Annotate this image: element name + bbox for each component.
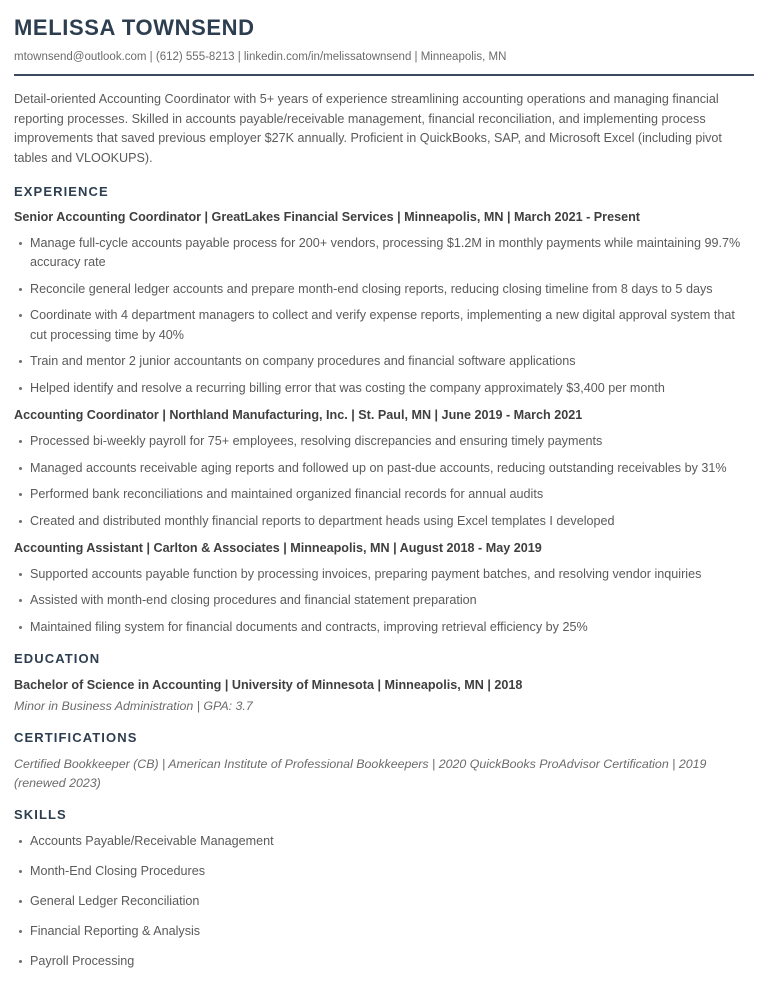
list-item: Manage full-cycle accounts payable process for 200+ vendors, processing $1.2M in monthly payments while maintaining 99.7% accuracy rate: [14, 234, 754, 273]
section-heading-certifications: CERTIFICATIONS: [14, 729, 138, 745]
experience-entry: [14, 407, 754, 531]
list-item: Managed accounts receivable aging reports and followed up on past-due accounts, reducing outstanding receivables by 31%: [14, 459, 754, 479]
list-item: Created and distributed monthly financial reports to department heads using Excel templates I developed: [14, 512, 754, 532]
professional-summary: Detail-oriented Accounting Coordinator with 5+ years of experience streamlining accounting operations and managing financial reporting processes. Skilled in accounts payable/receivable management, financial reconciliation, and implementing process improvements that saved previous employer $27K annually. Proficient in QuickBooks, SAP, and Microsoft Excel (including pivot tables and VLOOKUPS).: [14, 92, 722, 165]
education-entry: [14, 676, 754, 715]
job-bullet-list: [14, 565, 754, 638]
list-item: Financial Reporting & Analysis: [14, 922, 754, 941]
list-item: Processed bi-weekly payroll for 75+ employees, resolving discrepancies and ensuring timely payments: [14, 432, 754, 452]
job-title-line: Accounting Coordinator | Northland Manufacturing, Inc. | St. Paul, MN | June 2019 - March 2021: [14, 408, 583, 423]
list-item: Helped identify and resolve a recurring billing error that was costing the company approximately $3,400 per month: [14, 379, 754, 399]
list-item: Reconcile general ledger accounts and prepare month-end closing reports, reducing closing timeline from 8 days to 5 days: [14, 280, 754, 300]
certifications-text: Certified Bookkeeper (CB) | American Institute of Professional Bookkeepers | 2020 QuickBooks ProAdvisor Certification | 2019 (renewed 2023): [14, 756, 707, 790]
list-item: Supported accounts payable function by processing invoices, preparing payment batches, and resolving vendor inquiries: [14, 565, 754, 585]
section-heading-education: EDUCATION: [14, 651, 101, 667]
experience-entry: [14, 209, 754, 398]
section-heading-skills: SKILLS: [14, 806, 67, 822]
list-item: Assisted with month-end closing procedures and financial statement preparation: [14, 591, 754, 611]
list-item: Train and mentor 2 junior accountants on company procedures and financial software applications: [14, 352, 754, 372]
education-detail-line: Minor in Business Administration | GPA: 3.7: [14, 698, 253, 713]
list-item: General Ledger Reconciliation: [14, 892, 754, 911]
job-bullet-list: [14, 432, 754, 531]
contact-line: mtownsend@outlook.com | (612) 555-8213 | linkedin.com/in/melissatownsend | Minneapolis, MN: [14, 51, 507, 64]
list-item: Payroll Processing: [14, 952, 754, 971]
job-title-line: Accounting Assistant | Carlton & Associates | Minneapolis, MN | August 2018 - May 2019: [14, 541, 542, 556]
page-title: MELISSA TOWNSEND: [14, 15, 255, 40]
list-item: Month-End Closing Procedures: [14, 862, 754, 881]
list-item: Coordinate with 4 department managers to collect and verify expense reports, implementing a new digital approval system that cut processing time by 40%: [14, 306, 754, 345]
education-degree-line: Bachelor of Science in Accounting | University of Minnesota | Minneapolis, MN | 2018: [14, 678, 523, 693]
section-heading-experience: EXPERIENCE: [14, 184, 109, 200]
skills-list: [14, 832, 754, 970]
job-title-line: Senior Accounting Coordinator | GreatLakes Financial Services | Minneapolis, MN | March 2021 - Present: [14, 210, 640, 225]
list-item: Maintained filing system for financial documents and contracts, improving retrieval efficiency by 25%: [14, 618, 754, 638]
experience-entry: [14, 540, 754, 637]
header-divider: [14, 74, 754, 76]
list-item: Accounts Payable/Receivable Management: [14, 832, 754, 851]
list-item: Performed bank reconciliations and maintained organized financial records for annual audits: [14, 485, 754, 505]
job-bullet-list: [14, 234, 754, 399]
